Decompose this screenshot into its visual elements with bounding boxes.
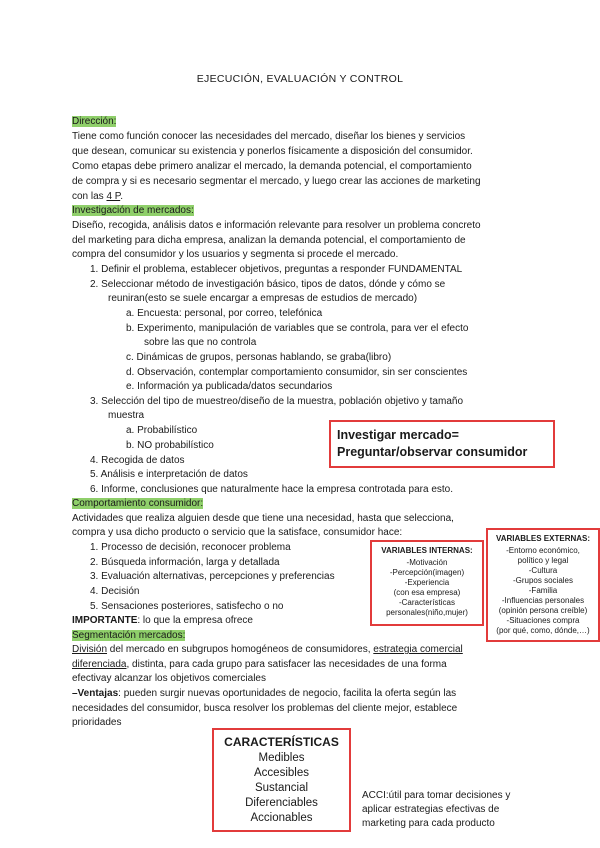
callout-box xyxy=(329,420,555,468)
note-line: ACCI:útil para tomar decisiones y xyxy=(362,790,511,801)
box-item: Accesibles xyxy=(254,767,309,779)
box-item: -Entorno económico, xyxy=(506,546,580,555)
box-item: Sustancial xyxy=(254,782,309,794)
list-item: 3. Selección del tipo de muestreo/diseño de la muestra, población objetivo y tamaño xyxy=(90,396,464,407)
list-item: c. Dinámicas de grupos, personas hablando, se graba(libro) xyxy=(126,352,392,363)
box-item: personales(niño,mujer) xyxy=(386,608,468,617)
paragraph-line: prioridades xyxy=(72,717,122,728)
4p-link: 4 P xyxy=(106,191,121,202)
caracteristicas-box xyxy=(212,728,351,832)
box-item: político y legal xyxy=(517,556,569,565)
paragraph-line: Como etapas debe primero analizar el mercado, la demanda potencial, el comportamiento xyxy=(72,161,472,172)
box-item: -Familia xyxy=(528,586,558,595)
section-heading-investigacion: Investigación de mercados: xyxy=(72,205,194,216)
note-line: marketing para cada producto xyxy=(362,818,495,829)
box-item: -Experiencia xyxy=(404,578,450,587)
list-item: 6. Informe, conclusiones que naturalmente hace la empresa controtada para esto. xyxy=(90,484,453,495)
list-item: 1. Definir el problema, establecer objetivos, preguntas a responder FUNDAMENTAL xyxy=(90,264,463,275)
section-heading-segmentacion: Segmentación mercados: xyxy=(72,630,186,641)
box-item: -Cultura xyxy=(528,566,558,575)
list-item: 2. Seleccionar método de investigación básico, tipos de datos, dónde y cómo se xyxy=(90,279,446,290)
box-title: VARIABLES EXTERNAS: xyxy=(495,534,591,543)
variables-externas-box xyxy=(486,528,600,642)
list-item: d. Observación, contemplar comportamiento consumidor, sin ser conscientes xyxy=(126,367,468,378)
box-item: -Percepción(imagen) xyxy=(389,568,465,577)
box-item: -Influencias personales xyxy=(501,596,585,605)
paragraph-line: compra del consumidor y los usuarios y segmenta si procede el mercado. xyxy=(72,249,399,260)
paragraph-line: diferenciada, distinta, para cada grupo para satisfacer las necesidades de una forma xyxy=(72,659,447,670)
list-item: a. Encuesta: personal, por correo, telefónica xyxy=(126,308,323,319)
paragraph-line: con las 4 P. xyxy=(72,191,123,202)
paragraph-line: que desean, comunicar su existencia y ponerlos físicamente a disposición del consumidor. xyxy=(72,146,473,157)
paragraph-line: Tiene como función conocer las necesidades del mercado, diseñar los bienes y servicios xyxy=(72,131,466,142)
callout-line: Preguntar/observar consumidor xyxy=(337,445,528,459)
list-item: b. NO probabilístico xyxy=(126,440,214,451)
paragraph-line: de compra y si es necesario segmentar el mercado, y luego crear las acciones de marketing xyxy=(72,176,481,187)
list-item: sobre las que no controla xyxy=(144,337,257,348)
box-item: Diferenciables xyxy=(245,797,318,809)
variables-internas-box xyxy=(370,540,484,626)
box-item: -Motivación xyxy=(406,558,448,567)
section-heading-comportamiento: Comportamiento consumidor: xyxy=(72,498,204,509)
page-title: EJECUCIÓN, EVALUACIÓN Y CONTROL xyxy=(196,73,404,85)
callout-line: Investigar mercado= xyxy=(337,428,459,442)
list-item: 5. Análisis e interpretación de datos xyxy=(90,469,248,480)
list-item: 5. Sensaciones posteriores, satisfecho o no xyxy=(90,601,284,612)
box-title: CARACTERÍSTICAS xyxy=(224,735,339,749)
list-item: 3. Evaluación alternativas, percepciones y preferencias xyxy=(90,571,335,582)
box-item: (por qué, como, dónde,…) xyxy=(496,626,590,635)
box-item: -Situaciones compra xyxy=(506,616,580,625)
paragraph-line: del marketing para dicha empresa, analizan la demanda potencial, el comportamiento de xyxy=(72,235,466,246)
section-heading-direccion: Dirección: xyxy=(72,116,117,127)
paragraph-line: compra y usa dicho producto o servicio que la satisface, consumidor hace: xyxy=(72,527,403,538)
paragraph-line: Actividades que realiza alguien desde que tiene una necesidad, hasta que selecciona, xyxy=(72,513,454,524)
list-item: 1. Processo de decisión, reconocer problema xyxy=(90,542,291,553)
important-line: IMPORTANTE: lo que la empresa ofrece xyxy=(72,615,253,626)
box-title: VARIABLES INTERNAS: xyxy=(381,546,473,555)
box-item: (opinión persona creíble) xyxy=(498,606,588,615)
box-item: (con esa empresa) xyxy=(393,588,461,597)
note-line: aplicar estrategias efectivas de xyxy=(362,804,500,815)
paragraph-line: División del mercado en subgrupos homogéneos de consumidores, estrategia comercial xyxy=(72,644,463,655)
list-item: a. Probabilístico xyxy=(126,425,198,436)
list-item: b. Experimento, manipulación de variables que se controla, para ver el efecto xyxy=(126,323,469,334)
list-item: reuniran(esto se suele encargar a empresas de estudios de mercado) xyxy=(108,293,418,304)
list-item: 4. Recogida de datos xyxy=(90,455,185,466)
list-item: 4. Decisión xyxy=(90,586,140,597)
paragraph-line: efectivay alcanzar los objetivos comerciales xyxy=(72,673,266,684)
list-item: 2. Búsqueda información, larga y detallada xyxy=(90,557,280,568)
box-item: Accionables xyxy=(250,812,313,824)
list-item: muestra xyxy=(108,410,145,421)
box-item: Medibles xyxy=(258,752,305,764)
box-item: -Características xyxy=(398,598,455,607)
paragraph-line: necesidades del consumidor, busca resolver los problemas del cliente mejor, establece xyxy=(72,703,458,714)
list-item: e. Información ya publicada/datos secundarios xyxy=(126,381,333,392)
paragraph-line: –Ventajas: pueden surgir nuevas oportunidades de negocio, facilita la oferta según las xyxy=(72,688,457,699)
box-item: -Grupos sociales xyxy=(512,576,574,585)
paragraph-line: Diseño, recogida, análisis datos e información relevante para resolver un problema concreto xyxy=(72,220,481,231)
